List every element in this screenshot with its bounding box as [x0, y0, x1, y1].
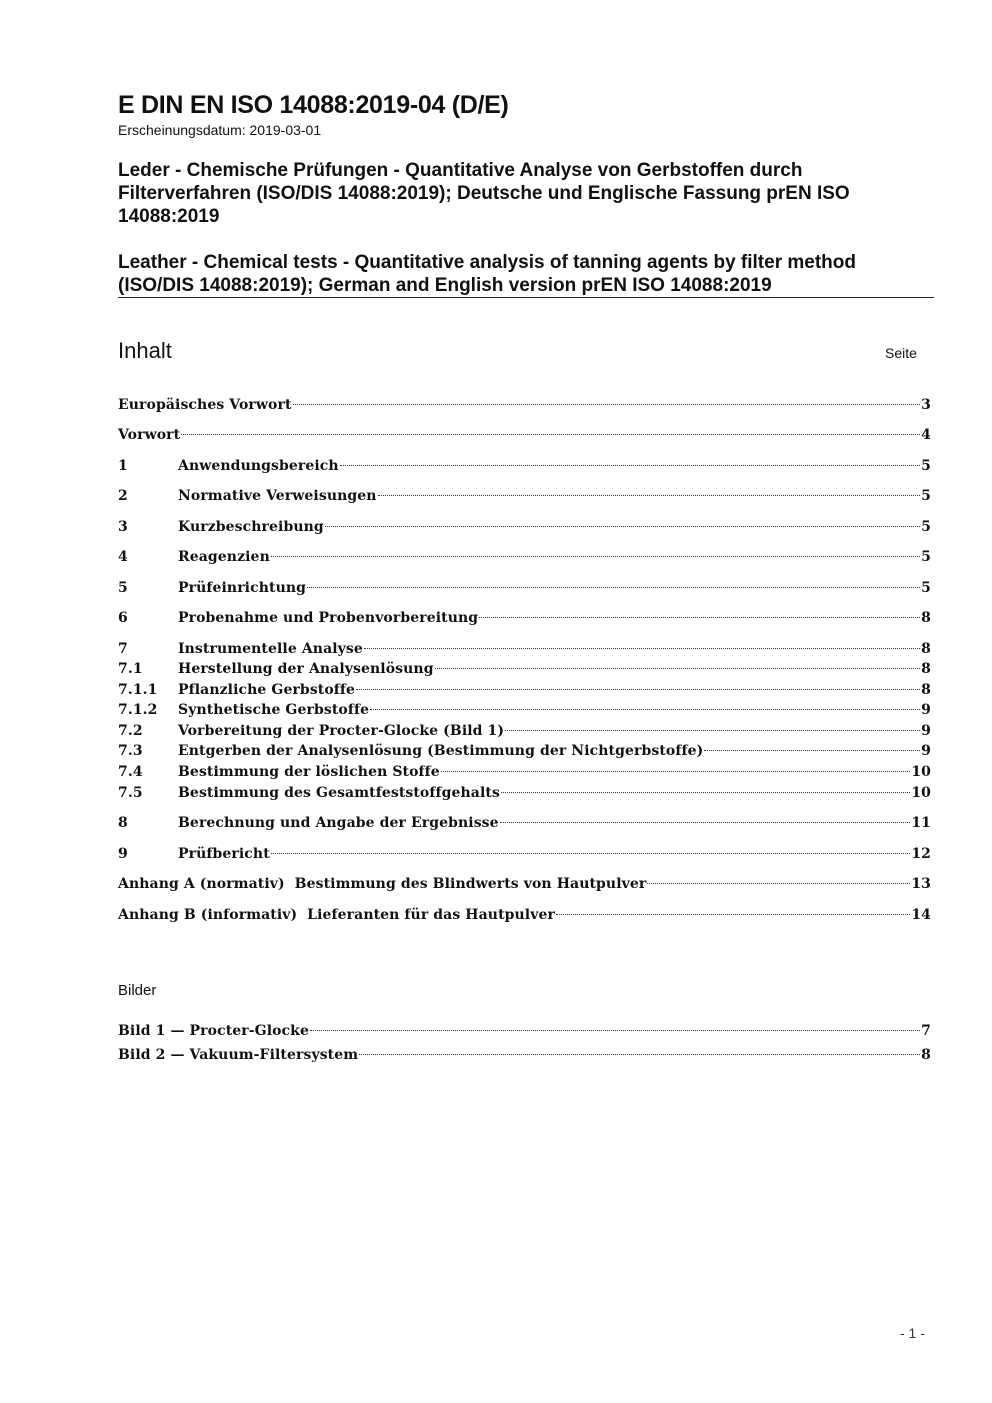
- toc-entry[interactable]: [118, 425, 931, 445]
- toc-entry-text: Berechnung und Angabe der Ergebnisse: [178, 815, 499, 831]
- toc-entry-text: Bestimmung der löslichen Stoffe: [178, 764, 440, 780]
- toc-entry[interactable]: [118, 608, 931, 628]
- toc-entry-page: 5: [921, 458, 931, 474]
- toc-entry-page: 3: [921, 397, 931, 413]
- figure-entry[interactable]: [118, 1045, 931, 1065]
- figure-entry[interactable]: [118, 1021, 931, 1041]
- toc-entry-text: Normative Verweisungen: [178, 488, 377, 504]
- toc-entry-page: 5: [921, 549, 931, 565]
- toc-page-label: Seite: [885, 345, 917, 361]
- toc-entry[interactable]: [118, 874, 931, 894]
- toc-entry-number: 2: [118, 488, 128, 504]
- toc-entry-number: 7.1.1: [118, 682, 158, 698]
- toc-entry-number: 1: [118, 458, 128, 474]
- publication-date: Erscheinungsdatum: 2019-03-01: [118, 122, 322, 138]
- toc-leader: [307, 587, 920, 588]
- toc-entry-page: 10: [911, 764, 931, 780]
- toc-entry-page: 5: [921, 580, 931, 596]
- toc-leader: [479, 617, 920, 618]
- page-number: - 1 -: [900, 1325, 925, 1341]
- toc-entry-text: Vorbereitung der Procter-Glocke (Bild 1): [178, 723, 505, 739]
- toc-entry-text: Instrumentelle Analyse: [178, 641, 363, 657]
- toc-entry[interactable]: [118, 721, 931, 741]
- toc-leader: [501, 792, 910, 793]
- toc-entry-text: Kurzbeschreibung: [178, 519, 324, 535]
- toc-entry-number: 7.3: [118, 743, 143, 759]
- toc-entry-text: Anwendungsbereich: [178, 458, 339, 474]
- toc-entry[interactable]: [118, 762, 931, 782]
- toc-entry[interactable]: [118, 700, 931, 720]
- toc-entry-number: 8: [118, 815, 128, 831]
- toc-leader: [359, 1054, 920, 1055]
- toc-leader: [181, 434, 920, 435]
- toc-leader: [370, 709, 920, 710]
- toc-entry-page: 12: [911, 846, 931, 862]
- toc-leader: [293, 404, 921, 405]
- toc-entry-text: Anhang B (informativ) Lieferanten für das Hautpulver: [118, 907, 555, 923]
- toc-entry[interactable]: [118, 639, 931, 659]
- toc-entry-page: 11: [911, 815, 931, 831]
- toc-entry-page: 13: [911, 876, 931, 892]
- toc-leader: [647, 883, 910, 884]
- title-german: Leder - Chemische Prüfungen - Quantitative Analyse von Gerbstoffen durch Filterverfahren (ISO/DIS 14088:2019); Deutsche und Englische Fassung prEN ISO 14088:2019: [118, 160, 850, 227]
- toc-entry-text: Anhang A (normativ) Bestimmung des Blindwerts von Hautpulver: [118, 876, 647, 892]
- toc-entry-page: 10: [911, 785, 931, 801]
- toc-entry-number: 4: [118, 549, 128, 565]
- toc-leader: [271, 556, 920, 557]
- toc-entry[interactable]: [118, 517, 931, 537]
- toc-entry-page: 9: [921, 723, 931, 739]
- toc-entry-page: 8: [921, 641, 931, 657]
- toc-entry-text: Synthetische Gerbstoffe: [178, 702, 370, 718]
- toc-leader: [310, 1030, 920, 1031]
- toc-entry-text: Bestimmung des Gesamtfeststoffgehalts: [178, 785, 500, 801]
- toc-entry[interactable]: [118, 680, 931, 700]
- toc-leader: [340, 465, 920, 466]
- toc-entry-page: 9: [921, 743, 931, 759]
- toc-entry[interactable]: [118, 741, 931, 761]
- toc-entry-page: 5: [921, 488, 931, 504]
- toc-leader: [271, 853, 911, 854]
- toc-entry-text: Prüfbericht: [178, 846, 270, 862]
- toc-leader: [505, 730, 920, 731]
- toc-leader: [378, 495, 921, 496]
- toc-leader: [500, 822, 911, 823]
- figure-entry-text: Bild 2 — Vakuum-Filtersystem: [118, 1047, 359, 1063]
- toc-entry-number: 7: [118, 641, 128, 657]
- toc-entry-text: Probenahme und Probenvorbereitung: [178, 610, 479, 626]
- toc-leader: [325, 526, 920, 527]
- figure-entry-text: Bild 1 — Procter-Glocke: [118, 1023, 309, 1039]
- toc-entry-number: 7.1.2: [118, 702, 158, 718]
- toc-entry-text: Vorwort: [118, 427, 181, 443]
- toc-entry-page: 14: [911, 907, 931, 923]
- toc-entry-text: Pflanzliche Gerbstoffe: [178, 682, 356, 698]
- toc-entry[interactable]: [118, 578, 931, 598]
- toc-entry-number: 7.5: [118, 785, 143, 801]
- toc-entry-page: 9: [921, 702, 931, 718]
- toc-entry-text: Europäisches Vorwort: [118, 397, 292, 413]
- toc-entry-number: 7.2: [118, 723, 143, 739]
- figure-entry-page: 8: [921, 1047, 931, 1063]
- toc-leader: [704, 750, 920, 751]
- toc-entry[interactable]: [118, 486, 931, 506]
- toc-entry-text: Herstellung der Analysenlösung: [178, 661, 434, 677]
- toc-leader: [441, 771, 911, 772]
- toc-entry-number: 9: [118, 846, 128, 862]
- toc-entry[interactable]: [118, 547, 931, 567]
- toc-leader: [364, 648, 920, 649]
- toc-entry-number: 7.4: [118, 764, 143, 780]
- title-divider: [118, 297, 934, 298]
- toc-entry-text: Prüfeinrichtung: [178, 580, 307, 596]
- toc-entry-page: 4: [921, 427, 931, 443]
- title-english: Leather - Chemical tests - Quantitative analysis of tanning agents by filter method (ISO/DIS 14088:2019); German and English version prEN ISO 14088:2019: [118, 252, 856, 296]
- toc-entry[interactable]: [118, 395, 931, 415]
- document-title: E DIN EN ISO 14088:2019-04 (D/E): [118, 91, 509, 119]
- toc-leader: [556, 914, 910, 915]
- toc-entry-text: Reagenzien: [178, 549, 270, 565]
- toc-entry-page: 8: [921, 661, 931, 677]
- toc-leader: [435, 668, 921, 669]
- figures-heading: Bilder: [118, 982, 157, 999]
- toc-entry-page: 8: [921, 682, 931, 698]
- toc-entry[interactable]: [118, 905, 931, 925]
- toc-entry-number: 3: [118, 519, 128, 535]
- toc-entry-number: 5: [118, 580, 128, 596]
- toc-entry-page: 8: [921, 610, 931, 626]
- toc-leader: [356, 689, 920, 690]
- toc-entry-page: 5: [921, 519, 931, 535]
- toc-entry[interactable]: [118, 659, 931, 679]
- toc-entry[interactable]: [118, 813, 931, 833]
- toc-entry-number: 7.1: [118, 661, 143, 677]
- toc-heading: Inhalt: [118, 338, 172, 363]
- toc-entry[interactable]: [118, 456, 931, 476]
- toc-entry[interactable]: [118, 844, 931, 864]
- figure-entry-page: 7: [921, 1023, 931, 1039]
- toc-entry[interactable]: [118, 783, 931, 803]
- toc-entry-text: Entgerben der Analysenlösung (Bestimmung der Nichtgerbstoffe): [178, 743, 704, 759]
- toc-entry-number: 6: [118, 610, 128, 626]
